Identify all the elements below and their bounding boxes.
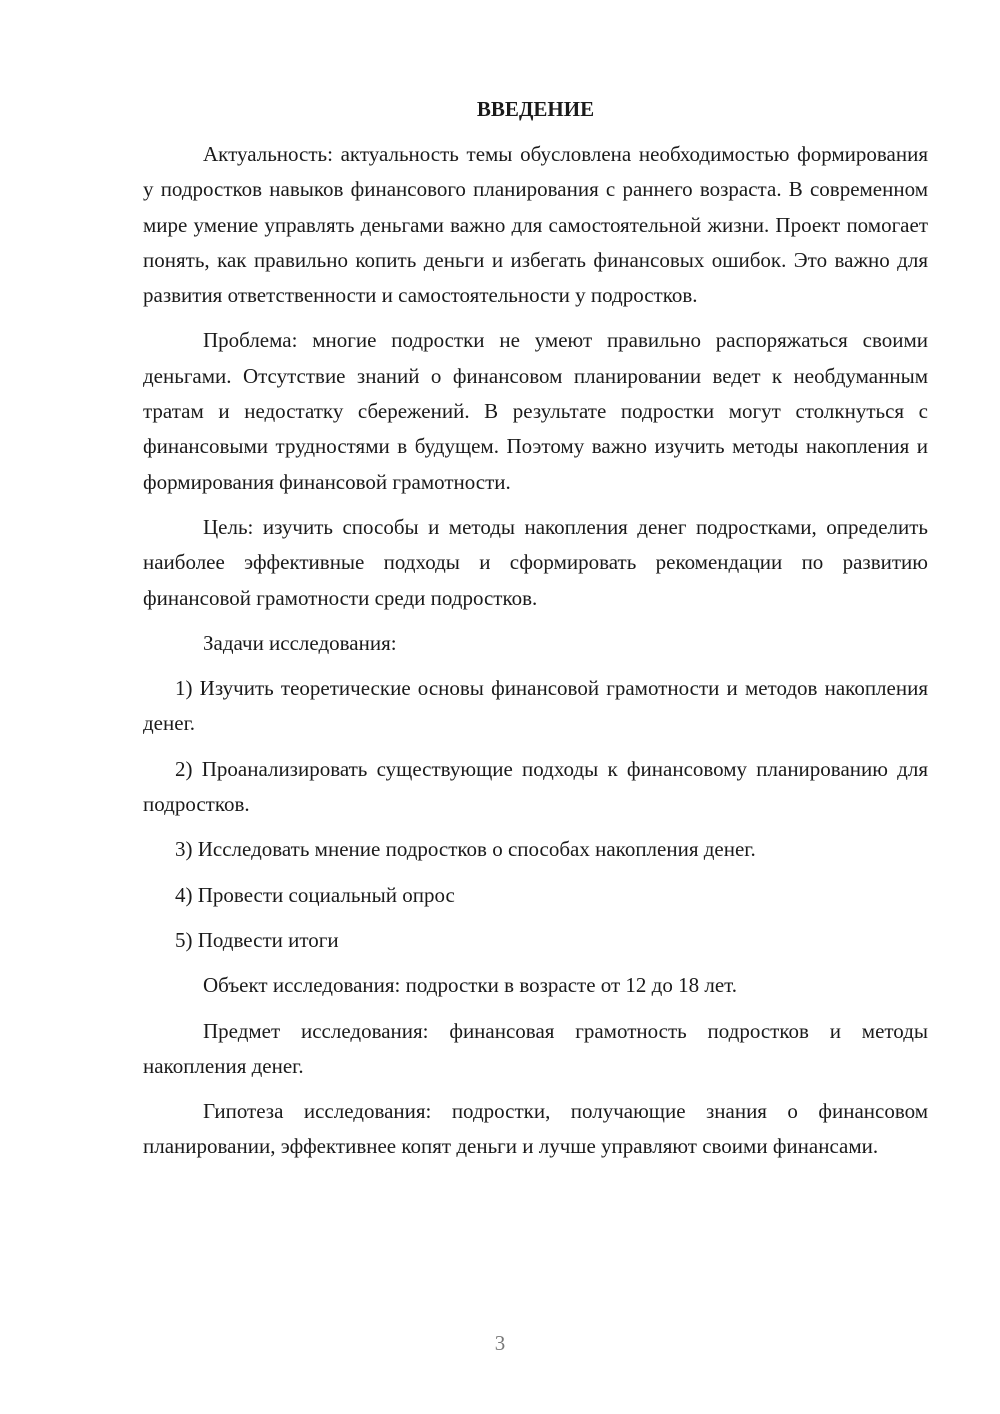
list-item: 4) Провести социальный опрос — [175, 882, 455, 907]
list-item: 1) Изучить теоретические основы финансовой грамотности и методов накопления денег. — [143, 676, 928, 736]
paragraph-tasks-heading: Задачи исследования: — [203, 630, 397, 655]
paragraph-relevance: Актуальность: актуальность темы обусловлена необходимостью формирования у подростков навыков финансового планирования с раннего возраста. В современном мире умение управлять деньгами важно для самостоятельной жизни. Проект помогает понять, как правильно копить деньги и избегать финансовых ошибок. Это важно для развития ответственности и самостоятельности у подростков. — [143, 142, 928, 308]
list-item: 5) Подвести итоги — [175, 927, 339, 952]
list-item: 2) Проанализировать существующие подходы к финансовому планированию для подростков. — [143, 756, 928, 817]
paragraph-object: Объект исследования: подростки в возрасте от 12 до 18 лет. — [203, 973, 738, 998]
document-page — [143, 92, 928, 1175]
page-number: 3 — [494, 1331, 506, 1355]
paragraph-hypothesis: Гипотеза исследования: подростки, получающие знания о финансовом планировании, эффективнее копят деньги и лучше управляют своими финансами. — [143, 1099, 928, 1159]
list-item: 3) Исследовать мнение подростков о способах накопления денег. — [175, 837, 756, 862]
section-heading: ВВЕДЕНИЕ — [476, 97, 595, 121]
paragraph-problem: Проблема: многие подростки не умеют правильно распоряжаться своими деньгами. Отсутствие знаний о финансовом планировании ведет к необдуманным тратам и недостатку сбережений. В результате подростки могут столкнуться с финансовыми трудностями в будущем. Поэтому важно изучить методы накопления и формирования финансовой грамотности. — [143, 328, 928, 494]
paragraph-goal: Цель: изучить способы и методы накопления денег подростками, определить наиболее эффективные подходы и сформировать рекомендации по развитию финансовой грамотности среди подростков. — [143, 514, 928, 610]
paragraph-subject: Предмет исследования: финансовая грамотность подростков и методы накопления денег. — [143, 1018, 928, 1078]
